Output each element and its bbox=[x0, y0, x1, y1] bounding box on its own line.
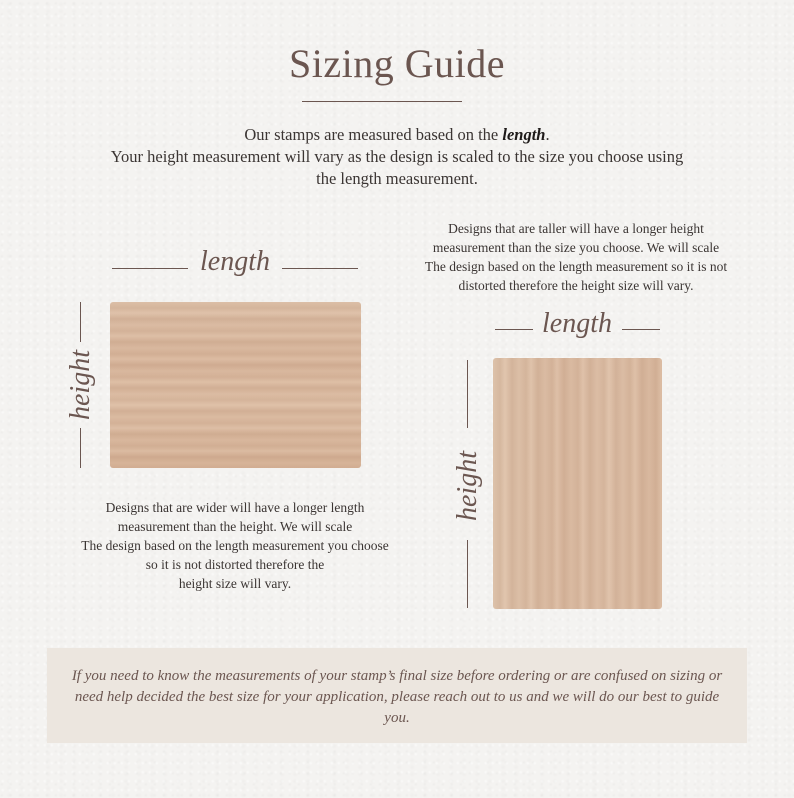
wide-design-note bbox=[55, 498, 415, 593]
tall-note-line: Designs that are taller will have a longer height bbox=[448, 221, 704, 236]
tall-length-rule-left bbox=[495, 329, 533, 330]
wide-height-rule-top bbox=[80, 302, 81, 342]
tall-note-line: The design based on the length measurement so it is not bbox=[424, 259, 728, 274]
intro-line-1-text: Our stamps are measured based on the bbox=[244, 125, 503, 144]
wide-length-rule-right bbox=[282, 268, 358, 269]
intro-line-1 bbox=[40, 124, 754, 146]
tall-height-label: height bbox=[452, 451, 483, 521]
wide-note-line: so it is not distorted therefore the bbox=[145, 557, 325, 572]
tall-wood-stamp bbox=[493, 358, 662, 609]
wide-height-label: height bbox=[65, 350, 96, 420]
help-notice-box bbox=[47, 648, 747, 743]
title-divider bbox=[302, 101, 462, 102]
wide-note-line: height size will vary. bbox=[178, 576, 292, 591]
intro-line-2: Your height measurement will vary as the design is scaled to the size you choose using bbox=[110, 147, 684, 166]
tall-note-line: distorted therefore the height size will vary. bbox=[458, 278, 694, 293]
wide-wood-stamp bbox=[110, 302, 361, 468]
help-notice-text: If you need to know the measurements of your stamp’s final size before ordering or are confused on sizing or need help decided the best size for your application, please reach out to us and we will do our best to guide you. bbox=[71, 668, 723, 726]
page-title: Sizing Guide bbox=[289, 41, 505, 86]
wide-height-rule-bottom bbox=[80, 428, 81, 468]
tall-length-rule-right bbox=[622, 329, 660, 330]
intro-line-3: the length measurement. bbox=[316, 169, 478, 188]
wide-length-rule-left bbox=[112, 268, 188, 269]
wide-length-label: length bbox=[200, 246, 270, 277]
wide-note-line: Designs that are wider will have a longer length bbox=[105, 500, 365, 515]
tall-note-line: measurement than the size you choose. We will scale bbox=[432, 240, 720, 255]
wide-note-line: measurement than the height. We will scale bbox=[117, 519, 353, 534]
intro-text bbox=[40, 124, 754, 190]
tall-design-note bbox=[395, 219, 757, 295]
tall-length-label: length bbox=[542, 308, 612, 339]
tall-height-rule-top bbox=[467, 360, 468, 428]
intro-line-1-end: . bbox=[545, 125, 550, 144]
wide-note-line: The design based on the length measurement you choose bbox=[81, 538, 389, 553]
intro-emphasis: length bbox=[502, 125, 546, 144]
tall-height-rule-bottom bbox=[467, 540, 468, 608]
